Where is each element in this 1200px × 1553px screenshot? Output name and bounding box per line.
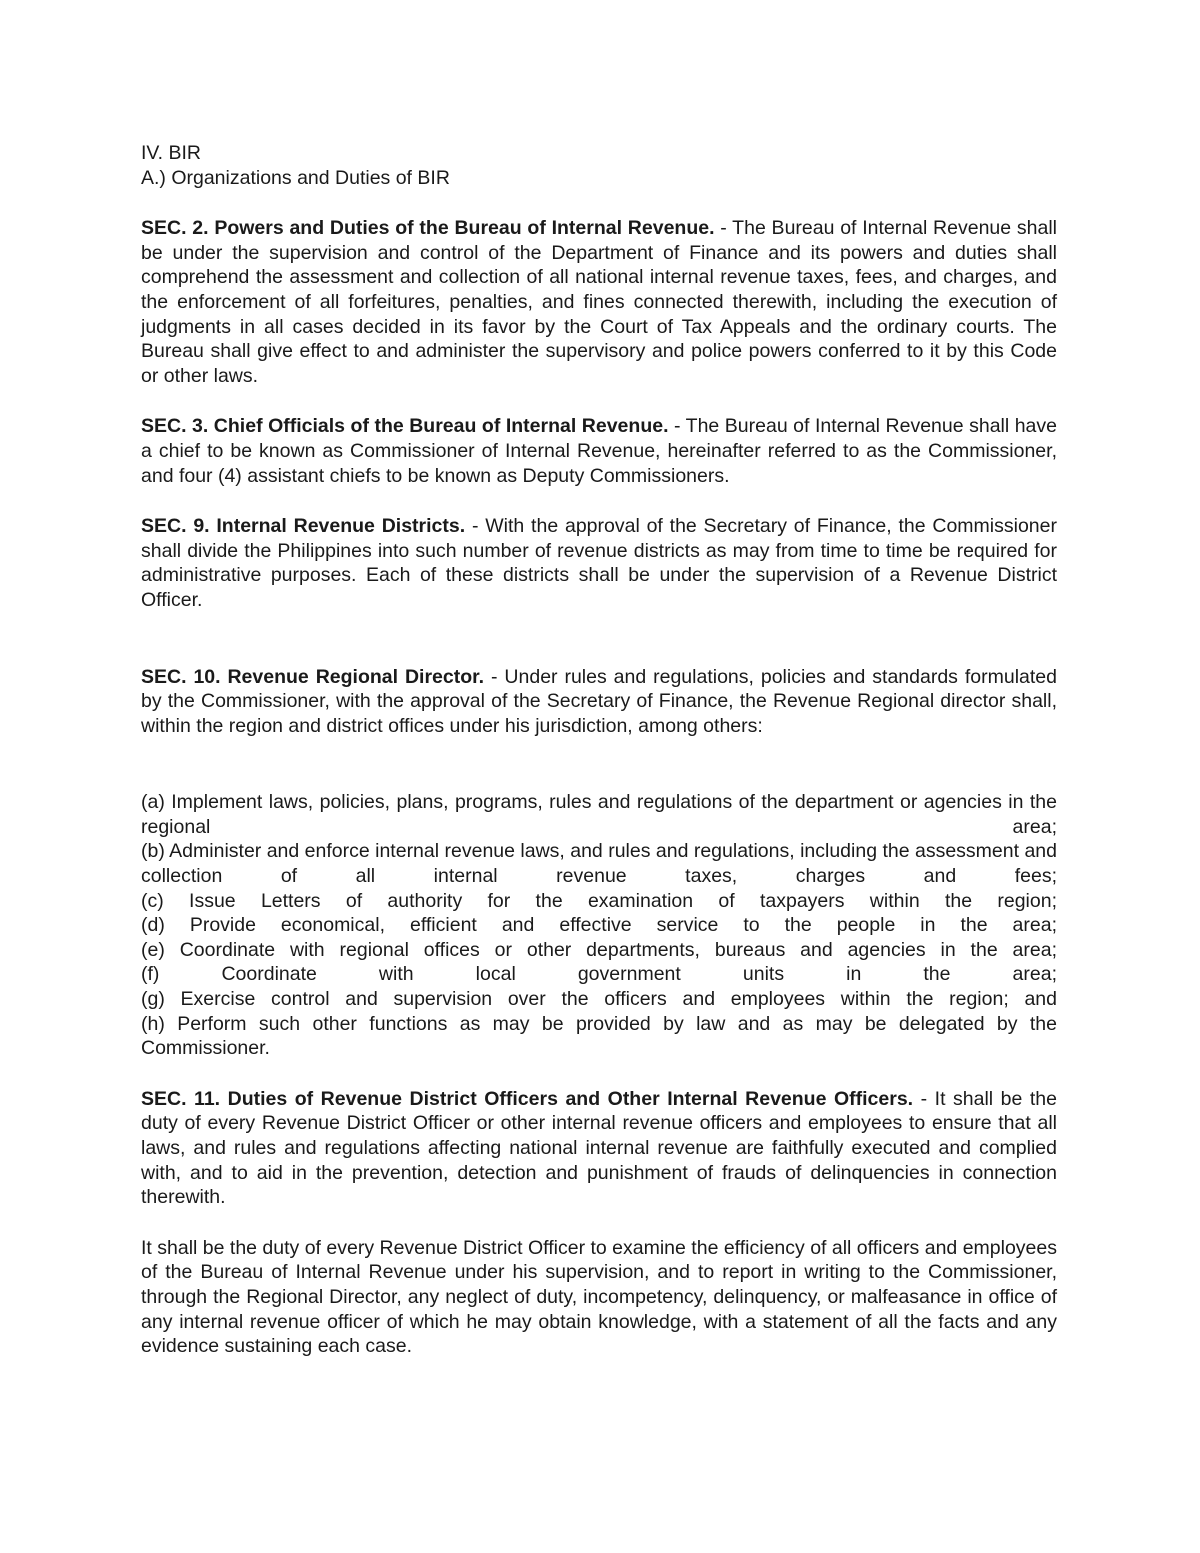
chapter-heading: IV. BIR xyxy=(141,142,201,164)
spacer xyxy=(141,190,1057,216)
section-10-title: SEC. 10. Revenue Regional Director. xyxy=(141,665,485,688)
section-10 xyxy=(141,665,1057,739)
spacer xyxy=(141,388,1057,414)
spacer xyxy=(141,1210,1057,1236)
subheading: A.) Organizations and Duties of BIR xyxy=(141,166,450,189)
spacer xyxy=(141,613,1057,665)
section-2 xyxy=(141,216,1057,388)
section-3-body: - The Bureau of Internal Revenue shall have a chief to be known as Commissioner of Internal Revenue, hereinafter referred to as the Commissioner, and four (4) assistant chiefs to be known as Deputy Commissioners. xyxy=(141,415,1058,487)
document-page xyxy=(141,141,1057,1359)
spacer xyxy=(141,1061,1057,1087)
list-item: (a) Implement laws, policies, plans, programs, rules and regulations of the department or agencies in the regional area; xyxy=(141,791,1057,838)
section-2-body: - The Bureau of Internal Revenue shall be under the supervision and control of the Department of Finance and its powers and duties shall comprehend the assessment and collection of all national internal revenue taxes, fees, and charges, and the enforcement of all forfeitures, penalties, and fines connected therewith, including the execution of judgments in all cases decided in its favor by the Court of Tax Appeals and the ordinary courts. The Bureau shall give effect to and administer the supervisory and police powers conferred to it by this Code or other laws. xyxy=(141,217,1057,387)
list-item: (d) Provide economical, efficient and effective service to the people in the area; xyxy=(141,914,1057,937)
list-item: (e) Coordinate with regional offices or other departments, bureaus and agencies in the area; xyxy=(141,938,1057,961)
section-11-title: SEC. 11. Duties of Revenue District Officers and Other Internal Revenue Officers. xyxy=(141,1087,914,1110)
section-11-body: - It shall be the duty of every Revenue District Officer or other internal revenue officers and employees to ensure that all laws, and rules and regulations affecting national internal revenue are faithfully executed and complied with, and to aid in the prevention, detection and punishment of frauds of delinquencies in connection therewith. xyxy=(141,1087,1057,1209)
spacer xyxy=(141,488,1057,514)
section-3-title: SEC. 3. Chief Officials of the Bureau of Internal Revenue. xyxy=(141,415,669,438)
list-item: (h) Perform such other functions as may be provided by law and as may be delegated by the Commissioner. xyxy=(141,1012,1057,1060)
section-10-body: - Under rules and regulations, policies and standards formulated by the Commissioner, with the approval of the Secretary of Finance, the Revenue Regional director shall, within the region and district offices under his jurisdiction, among others: xyxy=(141,665,1057,737)
list-item: (c) Issue Letters of authority for the examination of taxpayers within the region; xyxy=(141,889,1057,912)
section-3 xyxy=(141,414,1057,488)
section-9-title: SEC. 9. Internal Revenue Districts. xyxy=(141,515,466,538)
list-item: (g) Exercise control and supervision over the officers and employees within the region; and xyxy=(141,988,1057,1011)
section-2-title: SEC. 2. Powers and Duties of the Bureau of Internal Revenue. xyxy=(141,217,715,240)
section-9 xyxy=(141,514,1057,612)
spacer xyxy=(141,738,1057,790)
section-10-items xyxy=(141,790,1057,1061)
section-11 xyxy=(141,1087,1057,1210)
list-item: (b) Administer and enforce internal revenue laws, and rules and regulations, including the assessment and collection of all internal revenue taxes, charges and fees; xyxy=(141,840,1057,888)
list-item: (f) Coordinate with local government units in the area; xyxy=(141,963,1057,986)
section-11-paragraph-2: It shall be the duty of every Revenue District Officer to examine the efficiency of all officers and employees of the Bureau of Internal Revenue under his supervision, and to report in writing to the Commissioner, through the Regional Director, any neglect of duty, incompetency, delinquency, or malfeasance in office of any internal revenue officer of which he may obtain knowledge, with a statement of all the facts and any evidence sustaining each case. xyxy=(141,1236,1057,1358)
section-9-body: - With the approval of the Secretary of Finance, the Commissioner shall divide the Philippines into such number of revenue districts as may from time to time be required for administrative purposes. Each of these districts shall be under the supervision of a Revenue District Officer. xyxy=(141,515,1057,611)
